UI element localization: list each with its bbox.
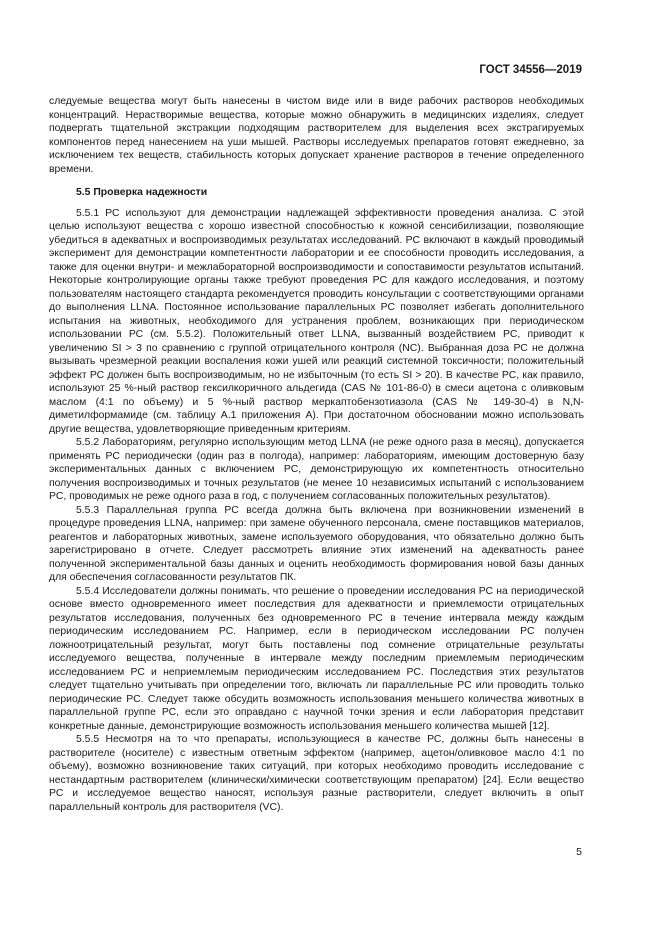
paragraph-5-5-1: 5.5.1 РС используют для демонстрации надлежащей эффективности проведения анализа. С этой целью используют вещества с хорошо известной способностью к кожной сенсибилизации, позволяющие убедиться в адекватных и воспроизводимых результатах исследований. РС включают в каждый проводимый эксперимент для демонстрации компетентности лаборатории и ее способности проводить исследования, а также для оценки внутри- и межлабораторной воспроизводимости и сопоставимости результатов испытаний. Некоторые контролирующие органы также требуют проведения РС для каждого исследования, и поэтому пользователям настоящего стандарта рекомендуется проводить консультации с соответствующими органами до выполнения LLNA. Постоянное использование параллельных РС позволяет избегать дополнительного испытания на животных, необходимого для устранения проблем, возникающих при периодическом использовании РС (см. 5.5.2). Положительный ответ LLNA, вызванный воздействием РС, приводит к увеличению SI > 3 по сравнению с группой отрицательного контроля (NC). Выбранная доза РС не должна вызывать чрезмерной реакции воспаления кожи ушей или реакций системной токсичности; положительный эффект РС должен быть воспроизводимым, но не избыточным (то есть SI > 20). В качестве РС, как правило, используют 25 %-ный раствор гексилкоричного альдегида (CAS № 101-86-0) в смеси ацетона с оливковым маслом (4:1 по объему) и 5 %-ный раствор меркаптобензотиазола (CAS № 149-30-4) в N,N-диметилформамиде (см. таблицу А.1 приложения А). При достаточном обосновании можно использовать другие вещества, удовлетворяющие приведенным критериям.	[49, 207, 584, 435]
page-number: 5	[576, 846, 582, 858]
document-header: ГОСТ 34556—2019	[479, 64, 582, 76]
paragraph-5-5-5: 5.5.5 Несмотря на то что препараты, использующиеся в качестве РС, должны быть нанесены в растворителе (носителе) с известным ответным эффектом (например, ацетон/оливковое масло 4:1 по объему), возможно возникновение таких ситуаций, при которых необходимо проводить исследование с нестандартным растворителем (клинически/химически соответствующим препаратом) [24]. Если вещество РС и исследуемое вещество наносят, используя разные растворители, следует включить в опыт параллельный контроль для растворителя (VC).	[49, 734, 584, 813]
section-title: 5.5 Проверка надежности	[76, 187, 208, 198]
document-body	[49, 95, 584, 814]
intro-paragraph: следуемые вещества могут быть нанесены в чистом виде или в виде рабочих растворов необходимых концентраций. Нерастворимые вещества, которые можно обнаружить в медицинских изделиях, следует подвергать тщательной экстракции подходящим растворителем для выделения всех экстрагируемых компонентов перед нанесением на уши мышей. Растворы исследуемых препаратов готовят ежедневно, за исключением тех веществ, стабильность которых допускает хранение растворов в течение определенного времени.	[49, 96, 584, 175]
paragraph-5-5-2: 5.5.2 Лабораториям, регулярно использующим метод LLNA (не реже одного раза в месяц), допускается применять РС периодически (один раз в полгода), например: лабораториям, имеющим достоверную базу экспериментальных данных с включением РС, демонстрирующую их компетентность относительно получения воспроизводимых и точных результатов (не менее 10 независимых испытаний с использованием РС, проводимых не реже одного раза в год, с получением согласованных положительных результатов).	[49, 437, 584, 502]
paragraph-5-5-4: 5.5.4 Исследователи должны понимать, что решение о проведении исследования РС на периодической основе вместо одновременного имеет последствия для адекватности и приемлемости отрицательных результатов исследования, полученных без одновременного РС в течение интервала между каждым периодическим исследованием РС. Например, если в периодическом исследовании РС получен ложноотрицательный результат, могут быть поставлены под сомнение отрицательные результаты исследуемого вещества, полученные в интервале между последним приемлемым периодическим исследованием РС и неприемлемым периодическим исследованием РС. Последствия этих результатов следует тщательно учитывать при определении того, включать ли параллельные РС или проводить только периодические РС. Следует также обсудить возможность использования меньшего количества животных в параллельной группе РС, если это оправдано с научной точки зрения и если лаборатория представит конкретные данные, демонстрирующие возможность использования меньшего количества мышей [12].	[49, 585, 584, 732]
paragraph-5-5-3: 5.5.3 Параллельная группа РС всегда должна быть включена при возникновении изменений в процедуре проведения LLNA, например: при замене обученного персонала, смене поставщиков материалов, реагентов и лабораторных животных, замене используемого оборудования, что обязательно должно быть зарегистрировано в отчете. Следует рассмотреть влияние этих изменений на адекватность ранее полученной экспериментальной базы данных и оценить необходимость формирования новой базы данных для обеспечения согласованности результатов ПК.	[49, 504, 584, 583]
